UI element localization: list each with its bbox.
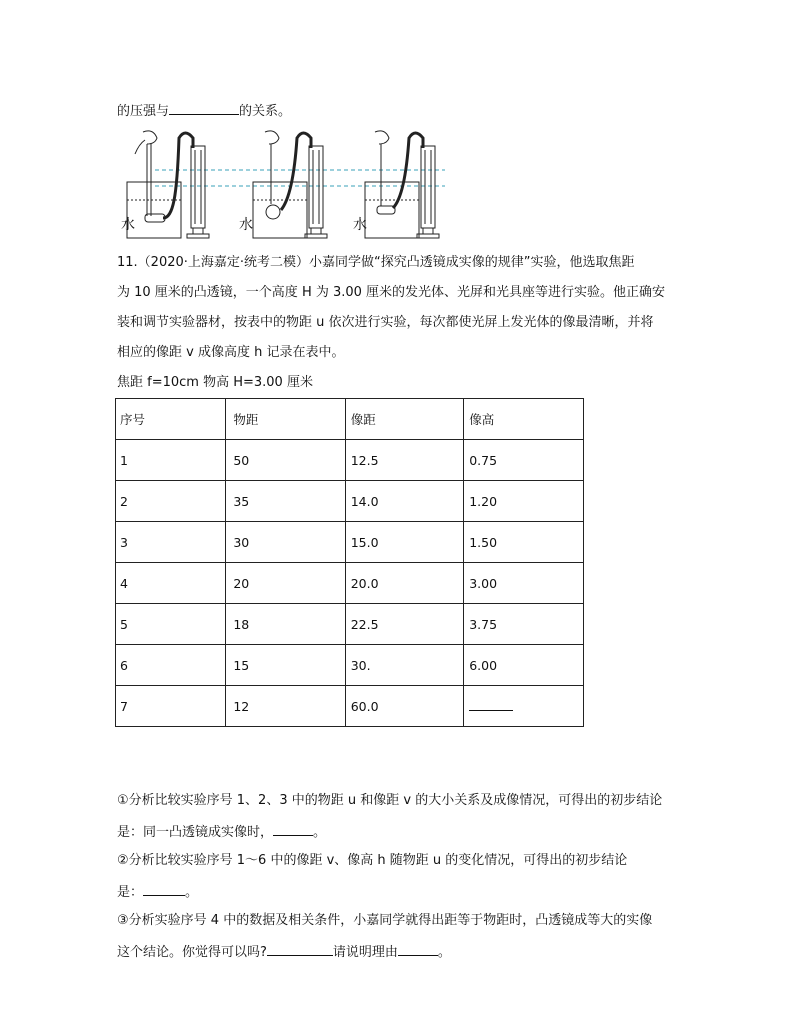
apparatus-2 <box>253 131 327 238</box>
q2-text: 是： <box>117 885 144 900</box>
header-cell: 物距 <box>226 399 345 440</box>
question-line-2: 为 10 厘米的凸透镜，一个高度 H 为 3.00 厘米的发光体、光屏和光具座等进行实验。他正确安 <box>117 285 666 300</box>
table-row <box>116 440 584 481</box>
q1-answer-blank[interactable] <box>273 821 313 836</box>
q2-line-2 <box>117 881 198 903</box>
apparatus-3 <box>365 131 439 238</box>
q1-line-1: ①分析比较实验序号 1、2、3 中的物距 u 和像距 v 的大小关系及成像情况，可得出的初步结论 <box>117 793 663 808</box>
table-caption: 焦距 f=10cm 物高 H=3.00 厘米 <box>117 375 313 390</box>
answer-blank[interactable] <box>169 100 239 115</box>
table-cell: 0.75 <box>464 440 584 481</box>
q3-answer-blank-1[interactable] <box>267 941 333 956</box>
previous-question-tail <box>117 100 291 122</box>
table-cell: 15.0 <box>345 522 464 563</box>
table-cell: 20 <box>226 563 345 604</box>
q3-text: 这个结论。你觉得可以吗? <box>117 945 267 960</box>
table-cell: 12 <box>226 686 345 727</box>
table-cell: 6 <box>116 645 226 686</box>
table-header-row <box>116 399 584 440</box>
table-cell: 18 <box>226 604 345 645</box>
table-cell: 30 <box>226 522 345 563</box>
table-cell: 1 <box>116 440 226 481</box>
header-cell: 像距 <box>345 399 464 440</box>
header-cell: 序号 <box>116 399 226 440</box>
table-cell: 22.5 <box>345 604 464 645</box>
table-row <box>116 686 584 727</box>
table-cell: 5 <box>116 604 226 645</box>
table-row <box>116 604 584 645</box>
table-cell: 1.50 <box>464 522 584 563</box>
experiment-illustration <box>115 128 475 244</box>
data-table <box>115 398 584 727</box>
table-cell-answer-blank[interactable] <box>464 686 584 727</box>
q1-line-2 <box>117 821 326 843</box>
table-row <box>116 645 584 686</box>
table-cell: 2 <box>116 481 226 522</box>
table-cell: 3.00 <box>464 563 584 604</box>
pressure-gauge-figure <box>115 128 475 244</box>
table-cell: 6.00 <box>464 645 584 686</box>
q3-end: 。 <box>437 945 451 960</box>
question-line-3: 装和调节实验器材，按表中的物距 u 依次进行实验，每次都使光屏上发光体的像最清晰，并将 <box>117 315 654 330</box>
question-line-1: 11.（2020·上海嘉定·统考二模）小嘉同学做“探究凸透镜成实像的规律”实验，他选取焦距 <box>117 255 635 270</box>
table-cell: 3 <box>116 522 226 563</box>
table-row <box>116 522 584 563</box>
text-before-blank: 的压强与 <box>117 104 170 119</box>
table-cell: 20.0 <box>345 563 464 604</box>
q3-line-2 <box>117 941 451 963</box>
q3-answer-blank-2[interactable] <box>398 941 438 956</box>
table-cell: 4 <box>116 563 226 604</box>
table-cell: 1.20 <box>464 481 584 522</box>
question-line-4: 相应的像距 v 成像高度 h 记录在表中。 <box>117 345 345 360</box>
table-cell: 30. <box>345 645 464 686</box>
apparatus-1 <box>127 131 209 238</box>
answer-blank[interactable] <box>469 700 513 711</box>
q3-mid-text: 请说明理由 <box>332 945 398 960</box>
table-cell: 60.0 <box>345 686 464 727</box>
header-cell: 像高 <box>464 399 584 440</box>
table-cell: 12.5 <box>345 440 464 481</box>
q1-end: 。 <box>313 825 327 840</box>
q2-line-1: ②分析比较实验序号 1～6 中的像距 v、像高 h 随物距 u 的变化情况，可得出的初步结论 <box>117 853 628 868</box>
q1-text: 是：同一凸透镜成实像时， <box>117 825 274 840</box>
table-cell: 15 <box>226 645 345 686</box>
table-cell: 3.75 <box>464 604 584 645</box>
water-label-1: 水 <box>121 217 135 233</box>
water-label-2: 水 <box>239 217 253 233</box>
water-label-3: 水 <box>353 217 367 233</box>
table-cell: 35 <box>226 481 345 522</box>
q2-answer-blank[interactable] <box>143 881 185 896</box>
table-cell: 7 <box>116 686 226 727</box>
table-row <box>116 563 584 604</box>
text-after-blank: 的关系。 <box>239 104 292 119</box>
q2-end: 。 <box>185 885 199 900</box>
table-cell: 50 <box>226 440 345 481</box>
q3-line-1: ③分析实验序号 4 中的数据及相关条件，小嘉同学就得出距等于物距时，凸透镜成等大的实像 <box>117 913 653 928</box>
table-row <box>116 481 584 522</box>
table-cell: 14.0 <box>345 481 464 522</box>
